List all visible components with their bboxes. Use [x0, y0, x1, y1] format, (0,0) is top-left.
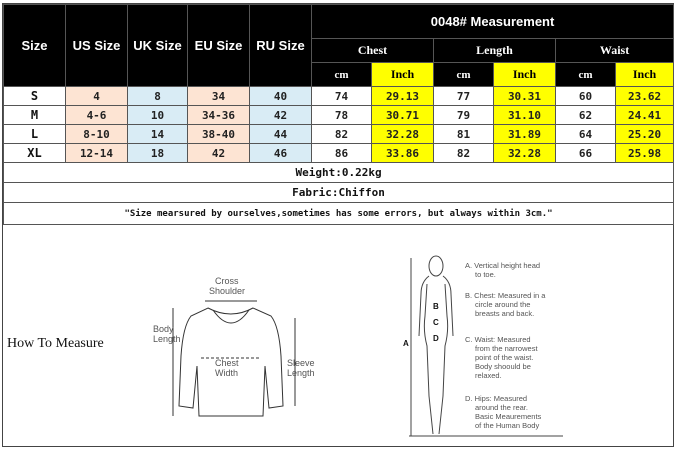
body-diagram — [403, 246, 573, 444]
us-size: 4-6 — [66, 106, 128, 125]
uk-size: 10 — [128, 106, 188, 125]
length-inch: 31.10 — [494, 106, 556, 125]
shirt-diagram — [153, 266, 323, 436]
disclaimer-note: "Size mearsured by ourselves,sometimes has some errors, but always within 3cm." — [4, 203, 674, 225]
waist-inch: 23.62 — [616, 87, 674, 106]
chest-inch: 29.13 — [372, 87, 434, 106]
col-uk: UK Size — [128, 5, 188, 87]
unit-cm: cm — [556, 63, 616, 87]
eu-size: 34-36 — [188, 106, 250, 125]
length-inch: 31.89 — [494, 125, 556, 144]
size-label: L — [4, 125, 66, 144]
chest-inch: 32.28 — [372, 125, 434, 144]
col-us: US Size — [66, 5, 128, 87]
waist-inch: 24.41 — [616, 106, 674, 125]
sleeve-length-label: Sleeve — [287, 358, 315, 368]
waist-cm: 60 — [556, 87, 616, 106]
note-a: A. Vertical height head — [465, 261, 541, 270]
ru-size: 42 — [250, 106, 312, 125]
size-chart — [2, 3, 674, 447]
col-eu: EU Size — [188, 5, 250, 87]
note-c: from the narrowest — [475, 344, 538, 353]
how-to-measure-section — [3, 228, 673, 446]
eu-size: 34 — [188, 87, 250, 106]
group-waist: Waist — [556, 39, 674, 63]
unit-cm: cm — [312, 63, 372, 87]
col-size: Size — [4, 5, 66, 87]
uk-size: 14 — [128, 125, 188, 144]
ru-size: 44 — [250, 125, 312, 144]
measurement-title: 0048# Measurement — [312, 5, 674, 39]
chest-width-label: Chest — [215, 358, 239, 368]
size-label: S — [4, 87, 66, 106]
chest-inch: 30.71 — [372, 106, 434, 125]
note-c: relaxed. — [475, 371, 502, 380]
note-a: to toe. — [475, 270, 496, 279]
size-table — [3, 4, 674, 225]
us-size: 4 — [66, 87, 128, 106]
cross-shoulder-label: Cross — [215, 276, 239, 286]
marker-b: B — [433, 302, 439, 311]
waist-inch: 25.20 — [616, 125, 674, 144]
waist-cm: 64 — [556, 125, 616, 144]
marker-a: A — [403, 339, 409, 348]
note-b: breasts and back. — [475, 309, 535, 318]
note-b: circle around the — [475, 300, 531, 309]
length-inch: 32.28 — [494, 144, 556, 163]
chest-cm: 82 — [312, 125, 372, 144]
group-chest: Chest — [312, 39, 434, 63]
table-row — [4, 87, 674, 106]
group-length: Length — [434, 39, 556, 63]
note-c: Body shoould be — [475, 362, 531, 371]
note-d: D. Hips: Measured — [465, 394, 528, 403]
eu-size: 42 — [188, 144, 250, 163]
unit-inch: Inch — [616, 63, 674, 87]
note-d: of the Human Body — [475, 421, 540, 430]
waist-cm: 66 — [556, 144, 616, 163]
sleeve-length-label: Length — [287, 368, 315, 378]
chest-cm: 78 — [312, 106, 372, 125]
table-row — [4, 144, 674, 163]
body-head — [429, 256, 443, 276]
length-cm: 77 — [434, 87, 494, 106]
fabric-note: Fabric:Chiffon — [4, 183, 674, 203]
ru-size: 46 — [250, 144, 312, 163]
note-c: point of the waist. — [475, 353, 534, 362]
chest-width-label: Width — [215, 368, 239, 378]
chest-cm: 74 — [312, 87, 372, 106]
cross-shoulder-label: Shoulder — [209, 286, 246, 296]
size-label: XL — [4, 144, 66, 163]
uk-size: 8 — [128, 87, 188, 106]
waist-inch: 25.98 — [616, 144, 674, 163]
body-length-label: Length — [153, 334, 181, 344]
unit-cm: cm — [434, 63, 494, 87]
note-b: B. Chest: Measured in a — [465, 291, 546, 300]
length-cm: 79 — [434, 106, 494, 125]
marker-d: D — [433, 334, 439, 343]
col-ru: RU Size — [250, 5, 312, 87]
marker-c: C — [433, 318, 439, 327]
unit-inch: Inch — [372, 63, 434, 87]
table-row — [4, 106, 674, 125]
body-length-label: Body — [153, 324, 174, 334]
chest-inch: 33.86 — [372, 144, 434, 163]
size-label: M — [4, 106, 66, 125]
how-to-measure-label: How To Measure — [7, 336, 104, 351]
note-c: C. Waist: Measured — [465, 335, 531, 344]
note-d: around the rear. — [475, 403, 528, 412]
table-row — [4, 125, 674, 144]
us-size: 8-10 — [66, 125, 128, 144]
note-d: Basic Meaurements — [475, 412, 542, 421]
ru-size: 40 — [250, 87, 312, 106]
length-cm: 82 — [434, 144, 494, 163]
length-cm: 81 — [434, 125, 494, 144]
uk-size: 18 — [128, 144, 188, 163]
unit-inch: Inch — [494, 63, 556, 87]
length-inch: 30.31 — [494, 87, 556, 106]
waist-cm: 62 — [556, 106, 616, 125]
eu-size: 38-40 — [188, 125, 250, 144]
weight-note: Weight:0.22kg — [4, 163, 674, 183]
chest-cm: 86 — [312, 144, 372, 163]
us-size: 12-14 — [66, 144, 128, 163]
